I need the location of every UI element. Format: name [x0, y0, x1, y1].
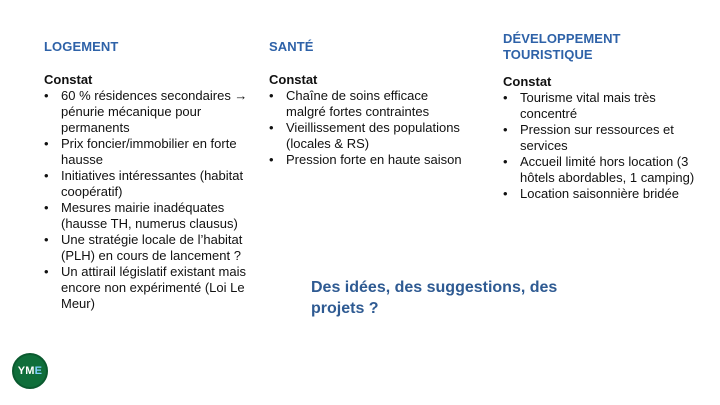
list-item: • Prix foncier/immobilier en forte hausse	[44, 136, 256, 168]
list-item: • Pression forte en haute saison	[269, 152, 469, 168]
list-item: • Chaîne de soins efficace malgré fortes contraintes	[269, 88, 469, 120]
sante-list	[269, 88, 469, 168]
logo-text	[18, 365, 42, 377]
list-item: • Accueil limité hors location (3 hôtels abordables, 1 camping)	[503, 154, 708, 186]
tourisme-constat-label: Constat	[503, 74, 552, 89]
tourisme-title: DÉVELOPPEMENT TOURISTIQUE	[503, 31, 621, 62]
list-item: • Vieillissement des populations (locales & RS)	[269, 120, 469, 152]
list-item: • Mesures mairie inadéquates (hausse TH, numerus clausus)	[44, 200, 256, 232]
logo-accent-letter: E	[34, 365, 43, 377]
logement-title: LOGEMENT	[44, 39, 119, 54]
list-item: • 60 % résidences secondaires → pénurie mécanique pour permanents	[44, 88, 256, 136]
logo-letters: YM	[17, 365, 35, 377]
sante-constat-label: Constat	[269, 72, 318, 87]
list-item: • Pression sur ressources et services	[503, 122, 708, 154]
list-item: • Initiatives intéressantes (habitat coopératif)	[44, 168, 256, 200]
list-item: • Un attirail législatif existant mais encore non expérimenté (Loi Le Meur)	[44, 264, 256, 312]
tourisme-list	[503, 90, 708, 202]
logement-constat-label: Constat	[44, 72, 93, 87]
list-item: • Tourisme vital mais très concentré	[503, 90, 708, 122]
list-item: • Une stratégie locale de l’habitat (PLH) en cours de lancement ?	[44, 232, 256, 264]
logement-list	[44, 88, 256, 312]
sante-title: SANTÉ	[269, 39, 314, 54]
callout-text: Des idées, des suggestions, des projets ?	[311, 279, 558, 317]
ym-logo	[12, 353, 48, 389]
list-item: • Location saisonnière bridée	[503, 186, 708, 202]
